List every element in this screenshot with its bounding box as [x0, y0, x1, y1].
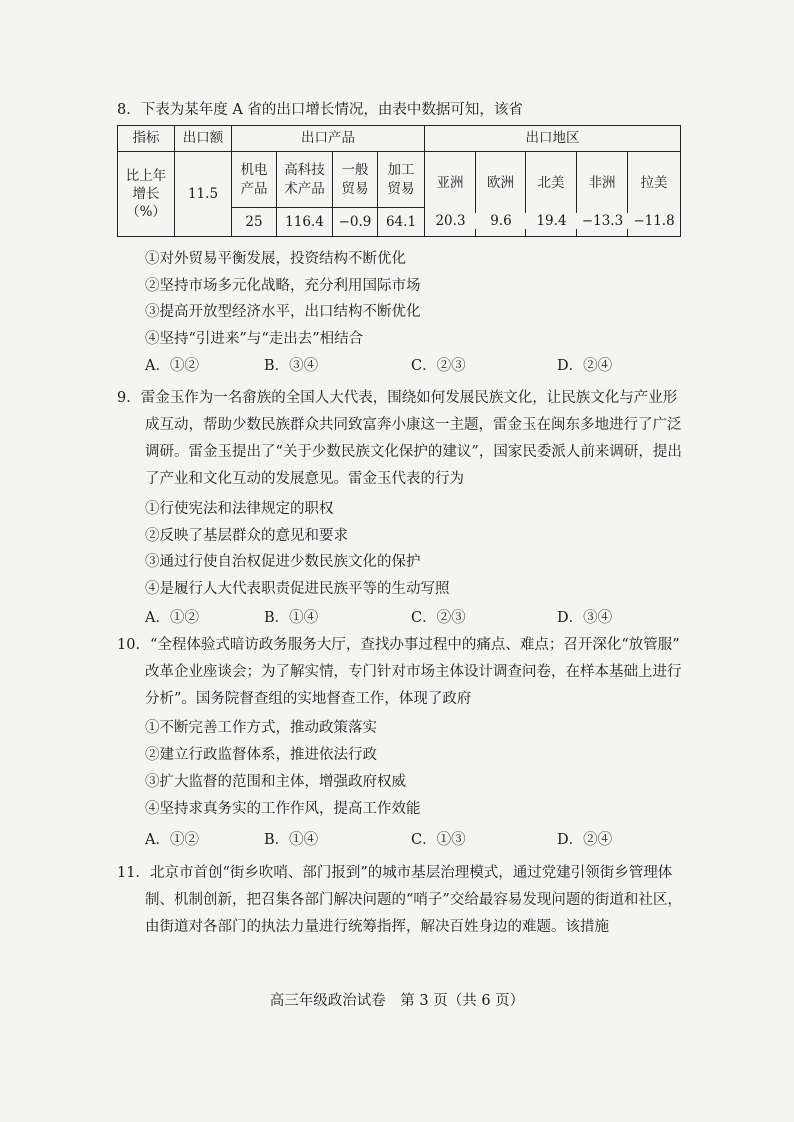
header-export-products: 出口产品	[232, 126, 425, 152]
q11-stem-line: 11．北京市首创“街乡吹哨、部门报到”的城市基层治理模式，通过党建引领街乡管理体	[117, 865, 673, 881]
q8-option: ③提高开放型经济水平，出口结构不断优化	[145, 304, 421, 320]
product-name-cell	[333, 152, 378, 208]
q10-option: ④坚持求真务实的工作作风，提高工作效能	[145, 801, 421, 817]
row-label-line: （%）	[126, 204, 166, 221]
product-name-cell	[232, 152, 277, 208]
q8-option: ②坚持市场多元化战略，充分利用国际市场	[145, 278, 421, 294]
q9-choice-c: C．②③	[411, 610, 466, 626]
header-export-amount: 出口额	[175, 126, 232, 152]
product-name-line: 机电	[240, 162, 268, 179]
region-value: −13.3	[577, 213, 628, 229]
q10-option: ②建立行政监督体系，推进依法行政	[145, 747, 377, 763]
q9-option: ④是履行人大代表职责促进民族平等的生动写照	[145, 581, 450, 597]
product-name-line: 术产品	[284, 180, 325, 197]
product-value-cell: 116.4	[277, 208, 333, 237]
table-header-row	[118, 126, 681, 152]
region-value: 20.3	[425, 213, 476, 229]
q8-choice-d: D．②④	[557, 358, 613, 374]
q9-choice-a: A．①②	[145, 610, 199, 626]
region-value: 9.6	[476, 213, 526, 229]
product-name-cell	[277, 152, 333, 208]
q10-option: ③扩大监督的范围和主体，增强政府权威	[145, 774, 406, 790]
product-name-cell	[378, 152, 425, 208]
q9-option: ③通过行使自治权促进少数民族文化的保护	[145, 554, 421, 570]
q10-choice-c: C．①③	[411, 832, 466, 848]
q9-stem-line: 成互动，帮助少数民族群众共同致富奔小康这一主题，雷金玉在闽东多地进行了广泛	[145, 417, 682, 433]
q9-option: ①行使宪法和法律规定的职权	[145, 501, 334, 517]
region-name-cell: 非洲	[577, 152, 628, 237]
q8-choice-a: A．①②	[145, 358, 199, 374]
header-indicator: 指标	[118, 126, 175, 152]
q9-option: ②反映了基层群众的意见和要求	[145, 528, 348, 544]
q9-choice-b: B．①④	[264, 610, 319, 626]
region-name-cell: 拉美	[628, 152, 681, 237]
q8-option: ④坚持“引进来”与“走出去”相结合	[145, 331, 364, 347]
q9-stem-line: 调研。雷金玉提出了“关于少数民族文化保护的建议”，国家民委派人前来调研，提出	[145, 444, 682, 460]
product-name-line: 加工	[387, 162, 415, 179]
region-values-row	[425, 213, 681, 239]
product-name-line: 产品	[240, 180, 268, 197]
export-amount-value: 11.5	[175, 152, 232, 237]
region-value: −11.8	[628, 213, 680, 229]
q10-choice-d: D．②④	[557, 832, 613, 848]
q8-stem: 8．下表为某年度 A 省的出口增长情况，由表中数据可知，该省	[117, 102, 523, 118]
q10-choice-a: A．①②	[145, 832, 199, 848]
row-label-line: 比上年	[125, 167, 167, 184]
row-label-cell	[118, 152, 175, 237]
q10-stem-line: 分析”。国务院督查组的实地督查工作，体现了政府	[145, 691, 472, 707]
region-name-cell: 亚洲	[425, 152, 476, 237]
region-name-cell: 北美	[526, 152, 577, 237]
product-name-line: 高科技	[284, 162, 325, 179]
product-name-line: 一般	[341, 162, 369, 179]
q9-stem-line: 9．雷金玉作为一名畲族的全国人大代表，围绕如何发展民族文化，让民族文化与产业形	[117, 390, 678, 406]
product-value-cell: 64.1	[378, 208, 425, 237]
q10-option: ①不断完善工作方式，推动政策落实	[145, 720, 377, 736]
q11-stem-line: 制、机制创新，把召集各部门解决问题的“哨子”交给最容易发现问题的街道和社区，	[145, 892, 682, 908]
page-footer: 高三年级政治试卷 第 3 页（共 6 页）	[269, 993, 525, 1009]
q9-choice-d: D．③④	[557, 610, 613, 626]
q8-choice-b: B．③④	[264, 358, 319, 374]
product-name-line: 贸易	[387, 180, 415, 197]
q8-option: ①对外贸易平衡发展，投资结构不断优化	[145, 251, 406, 267]
table-row	[118, 152, 681, 208]
q10-stem-line: 改革企业座谈会；为了解实情，专门针对市场主体设计调查问卷，在样本基础上进行	[145, 664, 682, 680]
row-label-line: 增长	[132, 185, 160, 202]
q10-choice-b: B．①④	[264, 832, 319, 848]
region-value: 19.4	[526, 213, 577, 229]
q8-choice-c: C．②③	[411, 358, 466, 374]
product-name-line: 贸易	[341, 180, 369, 197]
q9-stem-line: 了产业和文化互动的发展意见。雷金玉代表的行为	[145, 471, 464, 487]
region-name-cell: 欧洲	[476, 152, 526, 237]
header-export-regions: 出口地区	[425, 126, 681, 152]
product-value-cell: −0.9	[333, 208, 378, 237]
q11-stem-line: 由街道对各部门的执法力量进行统筹指挥，解决百姓身边的难题。该措施	[145, 919, 609, 935]
product-value-cell: 25	[232, 208, 277, 237]
q10-stem-line: 10．“全程体验式暗访政务服务大厅，查找办事过程中的痛点、难点；召开深化“放管服”	[117, 637, 680, 653]
